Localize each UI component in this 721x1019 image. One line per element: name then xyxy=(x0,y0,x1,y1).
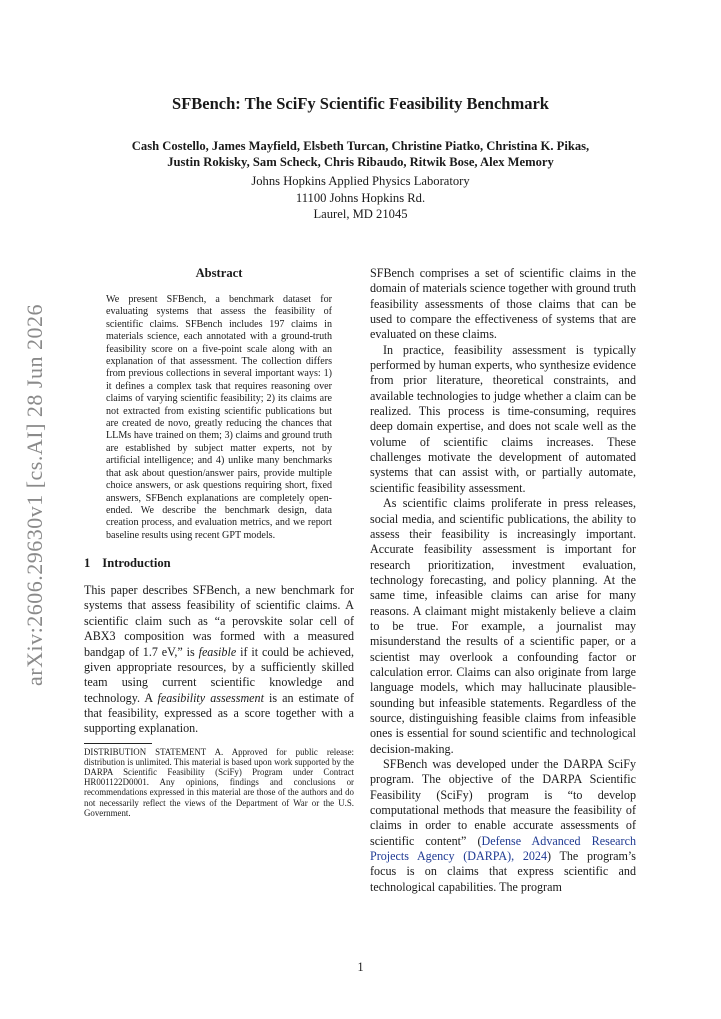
author-list xyxy=(80,138,641,170)
section-heading-introduction xyxy=(84,556,354,571)
affiliation-city: Laurel, MD 21045 xyxy=(313,207,408,221)
emphasis-feasibility-assessment: feasibility assessment xyxy=(157,690,264,705)
author-line-2: Justin Rokisky, Sam Scheck, Chris Ribaudo, Ritwik Bose, Alex Memory xyxy=(167,155,554,169)
emphasis-feasible: feasible xyxy=(198,644,237,659)
distribution-footnote: DISTRIBUTION STATEMENT A. Approved for public release: distribution is unlimited. This material is based upon work supported by the DARPA Scientific Feasibility (SciFy) Program under Contract HR001122D0001. Any opinions, findings and conclusions or recommendations expressed in this material are those of the authors and do not necessarily reflect the views of the Department of War or the U.S. Government. xyxy=(84,746,354,818)
citation-link[interactable]: Defense Advanced Research Projects Agency (DARPA), 2024 xyxy=(370,833,636,864)
page-number: 1 xyxy=(357,960,364,974)
right-column xyxy=(370,266,636,895)
abstract-heading: Abstract xyxy=(195,266,243,280)
paragraph-claims-proliferate: As scientific claims proliferate in press releases, social media, and scientific publications, the ability to assess their feasibility is increasingly important. Accurate feasibility assessment is important for research prioritization, investment evaluation, technology forecasting, and policy planning. At the same time, infeasible claims can arise for many reasons. A claimant might mistakenly believe a claim to be true. For example, a journalist may misunderstand the results of a scientific paper, or a scientist may overlook a confounding factor or calculation error. Claims can also originate from large language models, which may hallucinate plausible-sounding but infeasible statements. Regardless of the source, distinguishing feasible claims from infeasible ones is essential for sound scientific and technological decision-making. xyxy=(370,496,636,756)
abstract-text: We present SFBench, a benchmark dataset for evaluating systems that assess the feasibility of scientific claims. SFBench includes 197 claims in materials science, each annotated with a ground-truth feasibility score on a five-point scale along with an explanation of that assessment. The collection differs from previous collections in several important ways: 1) it defines a complex task that requires reasoning over claims of varying scientific feasibility; 2) its claims are not extracted from existing scientific publications but are created de novo, greatly reducing the chances that LLMs have trained on them; 3) claims and ground truth are established by subject matter experts, not by artificial intelligence; and 4) unlike many benchmarks that ask about question/answer pairs, provide multiple choice answers, or ask questions requiring short, fixed answers, SFBench explanations are completely open-ended. We describe the benchmark design, data creation process, and evaluation metrics, and we report baseline results using recent GPT models. xyxy=(106,294,332,541)
paragraph-sfbench-overview: SFBench comprises a set of scientific claims in the domain of materials science together with ground truth feasibility assessments of those claims that can be used to compare the effectiveness of systems that are evaluated on these claims. xyxy=(370,266,636,342)
arxiv-identifier-stamp: arXiv:2606.29630v1 [cs.AI] 28 Jun 2026 xyxy=(22,304,47,686)
section-number: 1 xyxy=(84,556,91,571)
section-title: Introduction xyxy=(102,556,171,571)
paragraph-darpa-scify: SFBench was developed under the DARPA SciFy program. The objective of the DARPA Scientific Feasibility (SciFy) program is “to develop computational methods that measure the feasibility of claims in order to enable accurate assessments of scientific content” (Defense Advanced Research Projects Agency (DARPA), 2024) The program’s focus is on claims that express scientific and technological capabilities. The program xyxy=(370,757,636,894)
paragraph-practice: In practice, feasibility assessment is typically performed by human experts, who synthesize evidence from prior literature, theoretical constraints, and available technologies to judge whether a claim can be realized. This process is time-consuming, requires deep domain expertise, and does not scale well as the volume of scientific claims increases. These challenges motivate the development of automated systems that can assist with, or partially automate, scientific feasibility assessment. xyxy=(370,342,636,495)
affiliation-org: Johns Hopkins Applied Physics Laboratory xyxy=(251,174,470,188)
author-line-1: Cash Costello, James Mayfield, Elsbeth Turcan, Christine Piatko, Christina K. Pikas, xyxy=(131,139,590,153)
paper-title: SFBench: The SciFy Scientific Feasibility Benchmark xyxy=(172,94,549,113)
affiliation xyxy=(0,173,721,223)
left-column xyxy=(84,266,354,818)
footnote-divider xyxy=(84,743,152,744)
intro-paragraph: This paper describes SFBench, a new benchmark for systems that assess feasibility of scientific claims. A scientific claim such as “a perovskite solar cell of ABX3 composition was formed with a measured bandgap of 1.7 eV,” is feasible if it could be achieved, given appropriate resources, by a sufficiently skilled team using current scientific knowledge and technology. A feasibility assessment is an estimate of that feasibility, expressed as a score together with a supporting explanation. xyxy=(84,583,355,736)
affiliation-street: 11100 Johns Hopkins Rd. xyxy=(295,190,426,205)
